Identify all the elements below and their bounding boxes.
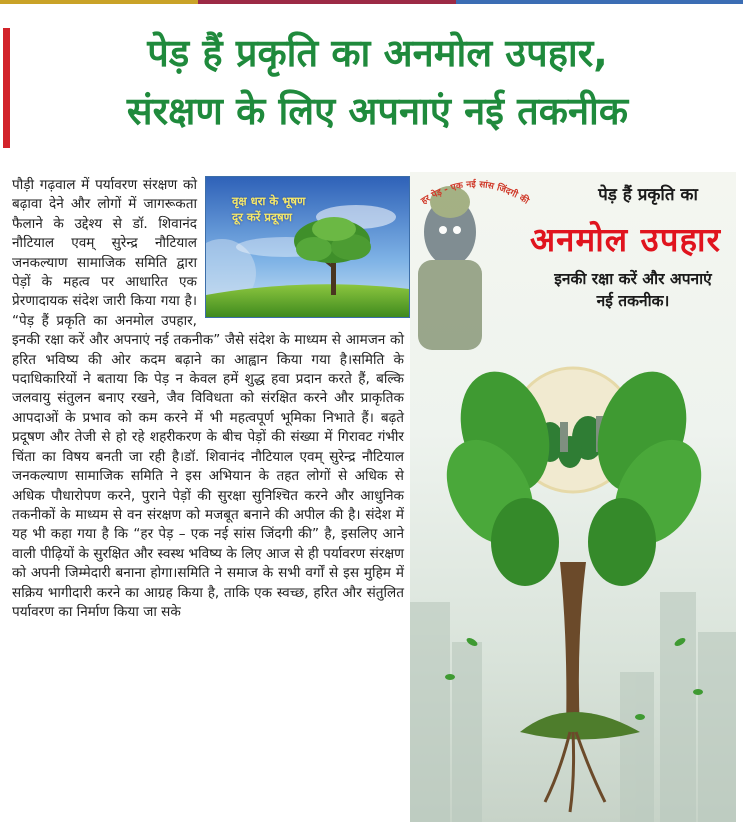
top-rule-gold	[0, 0, 198, 4]
poster	[410, 172, 736, 822]
poster-arc-text: हर पेड़ - एक नई सांस जिंदगी की	[419, 179, 531, 207]
inset-caption-line-2: दूर करें प्रदूषण	[232, 210, 292, 224]
top-rule-maroon	[198, 0, 456, 4]
inset-tree-image	[205, 176, 410, 318]
svg-text:हर पेड़ - एक नई सांस जिंदगी की	[419, 178, 532, 207]
article	[12, 176, 404, 622]
article-body: पौड़ी गढ़वाल में पर्यावरण संरक्षण को बढ़ावा देने और लोगों में जागरूकता फैलाने के उद्देश्य से डॉ. शिवानंद नौटियाल एवम् सुरेन्द्र नौटियाल जनकल्याण सामाजिक समिति द्वारा पेड़ों के महत्व पर आधारित एक प्रेरणादायक संदेश जारी किया गया है। “पेड़ हैं प्रकृति का अनमोल उपहार, इनकी रक्षा करें और अपनाएं नई तकनीक” जैसे संदेश के माध्यम से आमजन को हरित भविष्य की ओर कदम बढ़ाने का आह्वान किया गया है।समिति के पदाधिकारियों ने बताया कि पेड़ न केवल हमें शुद्ध हवा प्रदान करते हैं, बल्कि जलवायु संतुलन बनाए रखने, जैव विविधता को संरक्षित करने और प्राकृतिक आपदाओं के प्रभाव को कम करने में भी महत्वपूर्ण भूमिका निभाते हैं। बढ़ते प्रदूषण और तेजी से हो रहे शहरीकरण के बीच पेड़ों की संख्या में गिरावट गंभीर चिंता का विषय बनती जा रही है।डॉ. शिवानंद नौटियाल एवम् सुरेन्द्र नौटियाल जनकल्याण सामाजिक समिति ने इस अभियान के तहत लोगों से अधिक से अधिक पौधारोपण करने, पुराने पेड़ों की सुरक्षा सुनिश्चित करने और आधुनिक तकनीकों के माध्यम से वन संरक्षण को मजबूत बनाने की अपील की है। संदेश में यह भी कहा गया है कि “हर पेड़ – एक नई सांस जिंदगी की” है, इसलिए आने वाली पीढ़ियों के सुरक्षित और स्वस्थ भविष्य के लिए आज से ही पर्यावरण संरक्षण को अपनी जिम्मेदारी बनाना होगा।समिति ने समाज के सभी वर्गों से इस मुहिम में सक्रिय भागीदारी करने का आग्रह किया है, ताकि एक स्वच्छ, हरित और संतुलित पर्यावरण का निर्माण किया जा सके	[12, 177, 404, 620]
poster-line-2: अनमोल उपहार	[529, 220, 722, 259]
inset-caption-line-1: वृक्ष धरा के भूषण	[232, 194, 306, 208]
headline-line-1: पेड़ हैं प्रकृति का अनमोल उपहार,	[147, 31, 608, 75]
poster-arc-slogan	[410, 172, 540, 212]
headline-line-2: संरक्षण के लिए अपनाएं नई तकनीक	[126, 89, 629, 133]
top-rule-blue	[456, 0, 743, 4]
headline	[20, 24, 735, 140]
inset-caption	[232, 193, 305, 225]
poster-line-1: पेड़ हैं प्रकृति का	[598, 185, 698, 205]
poster-line-3	[530, 268, 736, 312]
headline-accent-bar	[3, 28, 10, 148]
poster-line-3b: नई तकनीक।	[596, 292, 670, 310]
poster-line-3a: इनकी रक्षा करें और अपनाएं	[554, 270, 712, 288]
